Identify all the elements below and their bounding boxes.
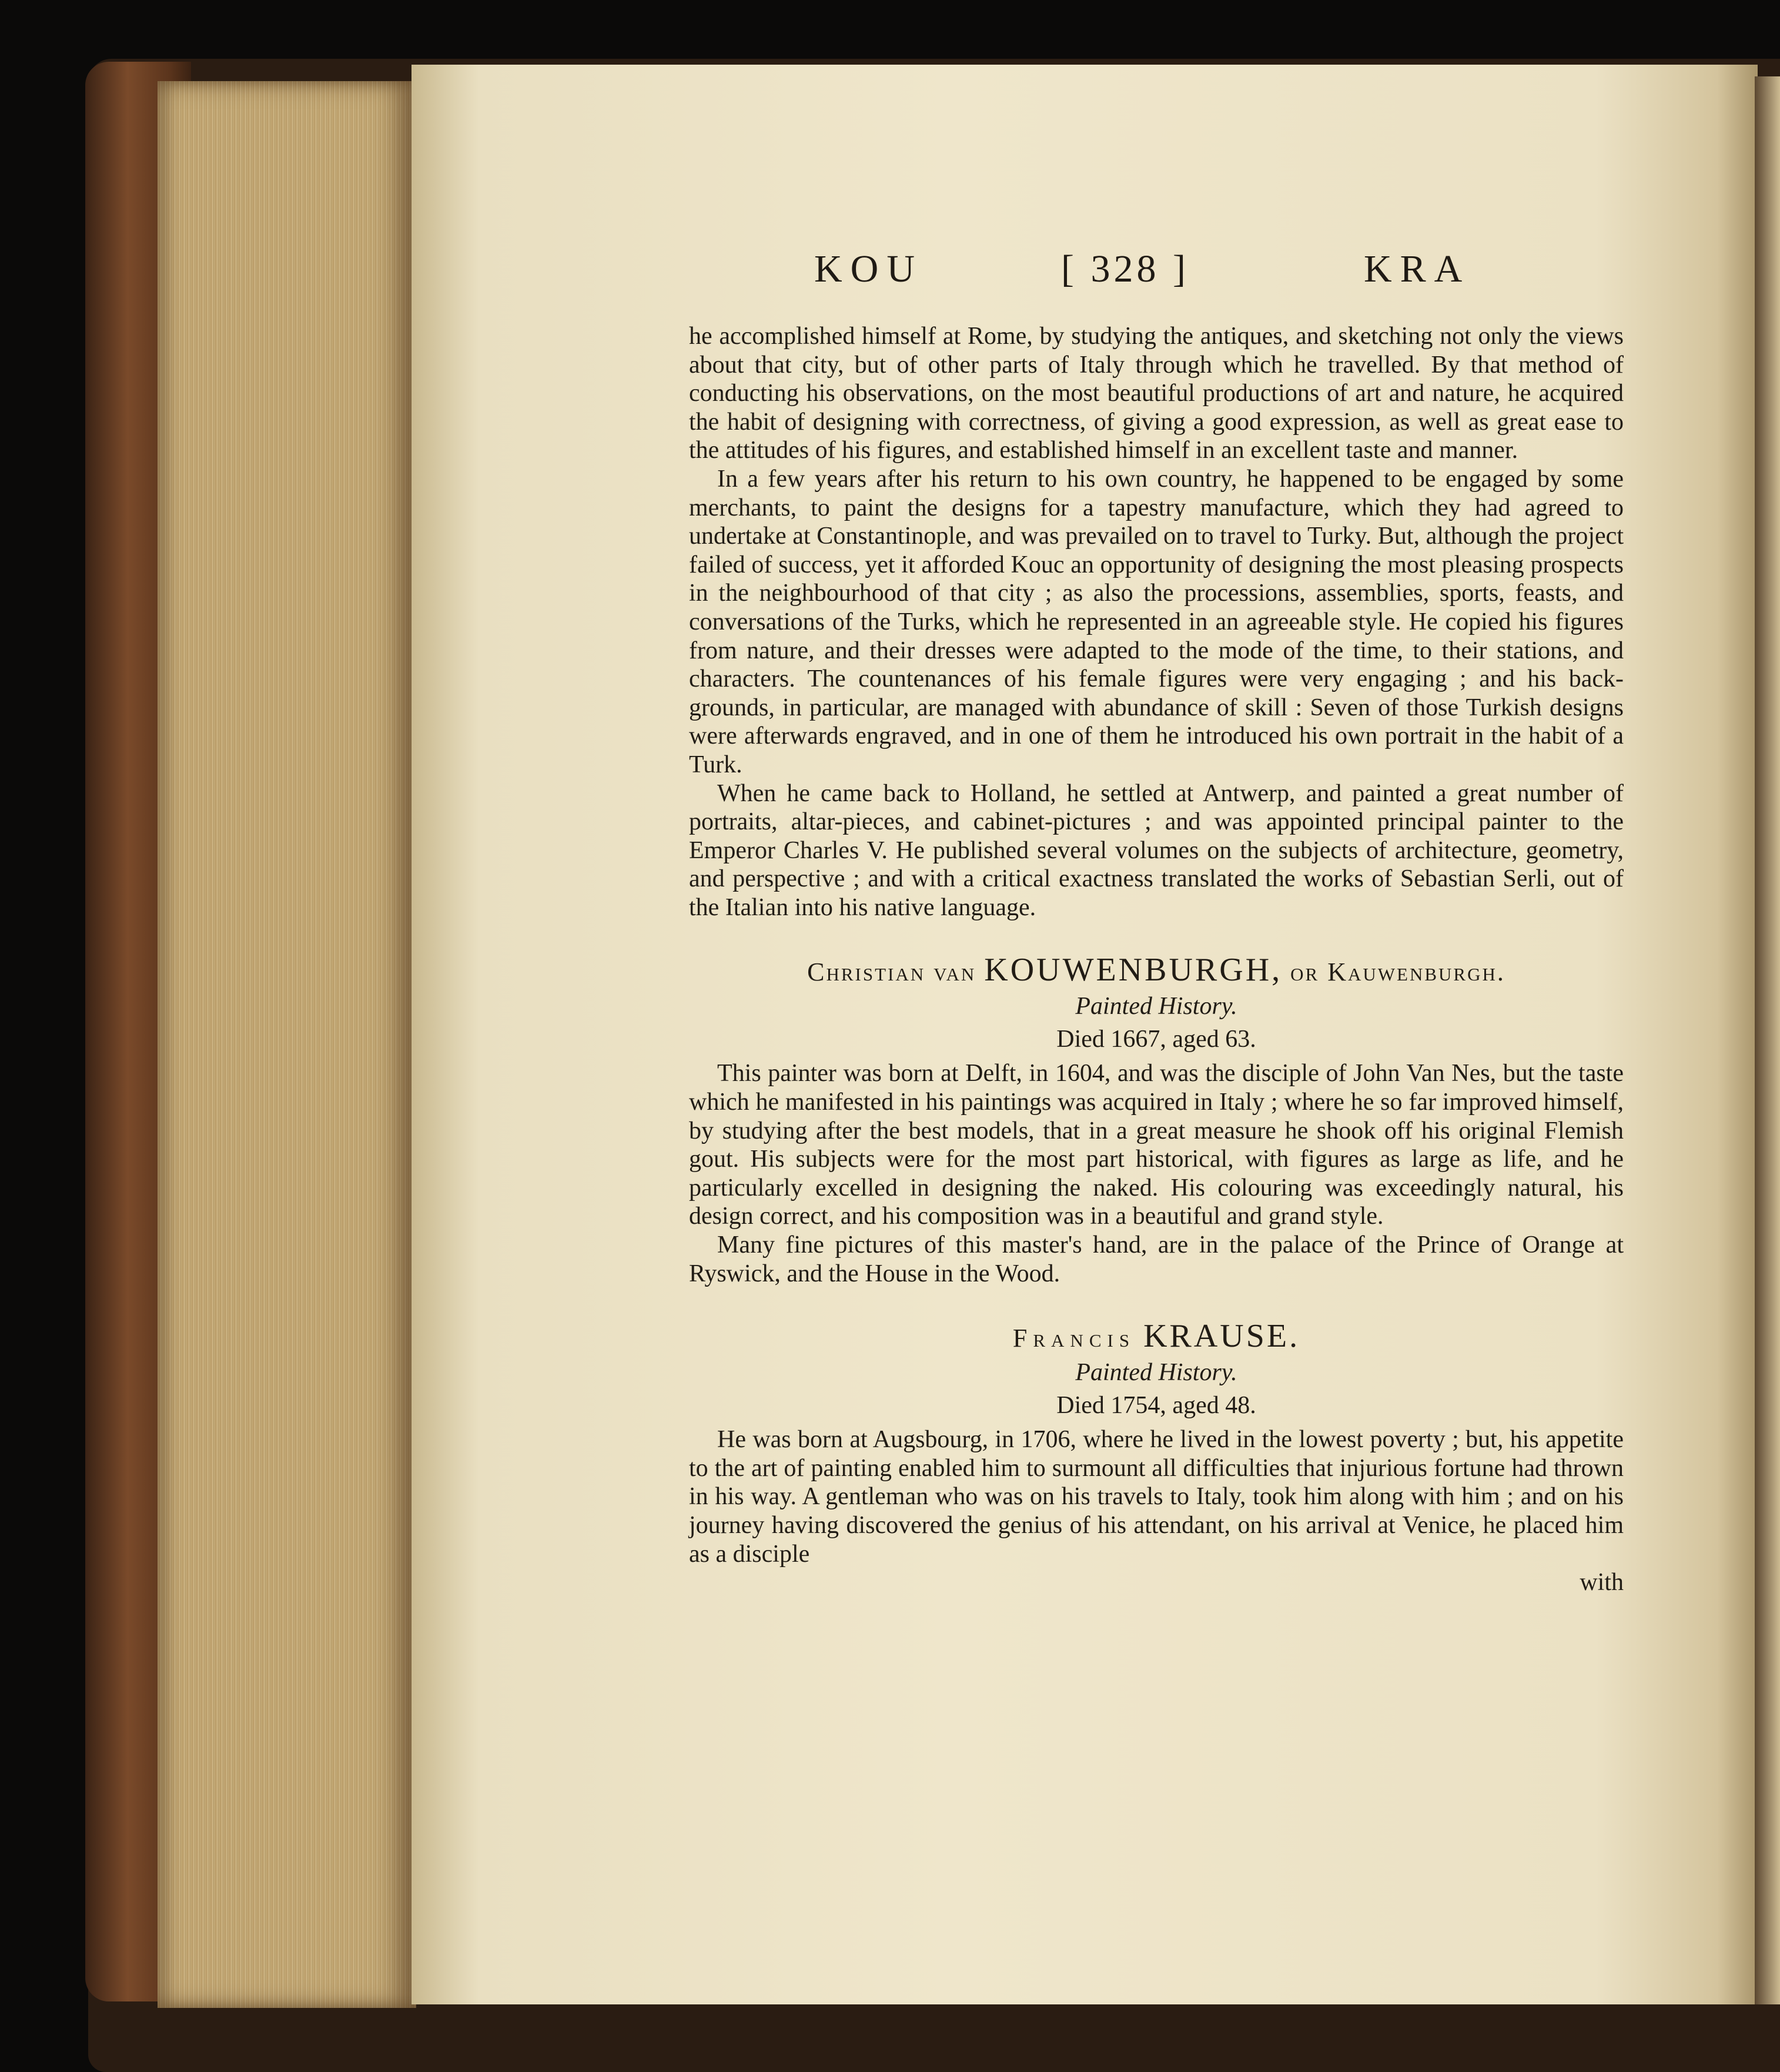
catchword: with xyxy=(1580,1569,1624,1596)
running-header xyxy=(814,247,1502,294)
entry-subject: Painted History. xyxy=(1075,1359,1237,1387)
page-number: [ 328 ] xyxy=(1061,247,1189,290)
paragraph: In a few years after his return to his own country, he happened to be engaged by some merchants, to paint the designs for a tapestry manufacture, which they had agreed to undertake at Constantinople, and was prevailed on to travel to Turky. But, although the project failed of success, yet it afforded Kouc an opportunity of designing the most pleasing prospects in the neighbourhood of that city ; as also the processions, assemblies, sports, feasts, and conversations of the Turks, which he represented in an agreeable style. He copied his figures from nature, and their dresses were adapted to the mode of the time, to their stations, and characters. The countenances of his female figures were very engaging ; and his back-grounds, in particular, are managed with abundance of skill : Seven of those Turkish designs were afterwards engraved, and in one of them he introduced his own portrait in the habit of a Turk. xyxy=(689,465,1624,778)
paragraph: When he came back to Holland, he settled at Antwerp, and painted a great number of portraits, altar-pieces, and cabinet-pictures ; and was appointed principal painter to the Emperor Charles V. He published several volumes on the subjects of architecture, geometry, and perspective ; and with a critical exactness translated the works of Sebastian Serli, out of the Italian into his native language. xyxy=(689,779,1624,921)
entry-heading xyxy=(689,952,1624,990)
entry-died: Died 1667, aged 63. xyxy=(1056,1026,1256,1053)
page-block-edge xyxy=(158,81,416,2008)
entry-first-name: Christian van xyxy=(807,958,976,987)
entry-died: Died 1754, aged 48. xyxy=(1056,1392,1256,1420)
entry-first-name: Francis xyxy=(1012,1324,1136,1353)
paragraph: He was born at Augsbourg, in 1706, where he lived in the lowest poverty ; but, his appetite to the art of painting enabled him to surmount all difficulties that injurious fortune had thrown in his way. A gentleman who was on his travels to Italy, took him along with him ; and on his journey having discovered the genius of his attendant, on his arrival at Venice, he placed him as a disciple xyxy=(689,1426,1624,1568)
header-left: KOU xyxy=(814,247,923,290)
paragraph: Many fine pictures of this master's hand, are in the palace of the Prince of Orange at Ryswick, and the House in the Wood. xyxy=(689,1231,1624,1287)
page-text xyxy=(689,322,1624,1597)
entry-heading xyxy=(689,1318,1624,1356)
header-right: KRA xyxy=(1364,247,1471,290)
entry-surname: KRAUSE. xyxy=(1143,1318,1300,1355)
facing-page-edge xyxy=(1755,76,1780,2004)
paragraph: This painter was born at Delft, in 1604, and was the disciple of John Van Nes, but the taste which he manifested in his paintings was acquired in Italy ; where he so far improved himself, by studying after the best models, that in a great measure he shook off his original Flemish gout. His subjects were for the most part historical, with figures as large as life, and he particularly excelled in designing the naked. His colouring was exceedingly natural, his design correct, and his composition was in a beautiful and grand style. xyxy=(689,1060,1624,1230)
entry-subject: Painted History. xyxy=(1075,993,1237,1020)
entry-surname: KOUWENBURGH, xyxy=(984,952,1283,989)
entry-alt-name: or Kauwenburgh. xyxy=(1290,958,1505,987)
paragraph: he accomplished himself at Rome, by studying the antiques, and sketching not only the views about that city, but of other parts of Italy through which he travelled. By that method of conducting his observations, on the most beautiful productions of art and nature, he acquired the habit of designing with correctness, of giving a good expression, as well as great ease to the attitudes of his figures, and established himself in an excellent taste and manner. xyxy=(689,323,1624,464)
